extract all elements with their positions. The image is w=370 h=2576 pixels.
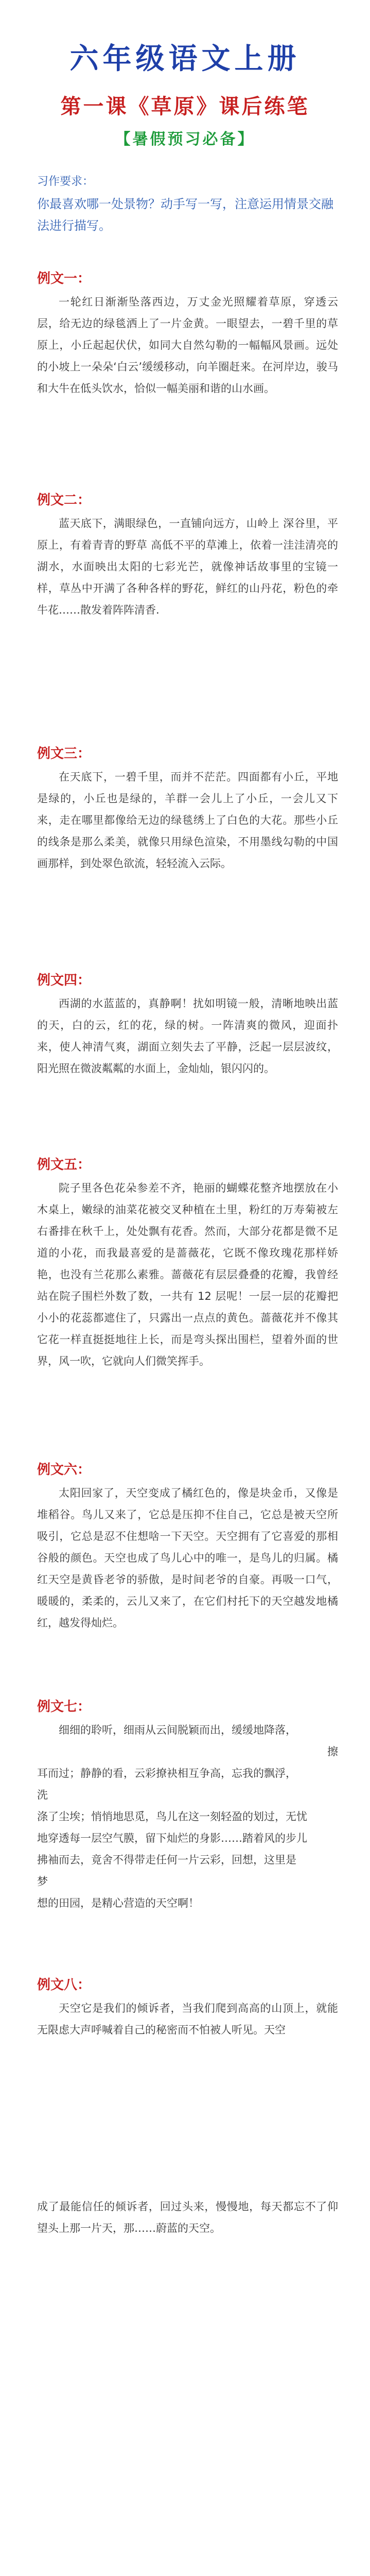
example-7-line: 细细的聆听，细雨从云间脱颖而出，缓缓地降落， (59, 1724, 296, 1736)
example-4-label: 例文四： (37, 973, 91, 988)
example-1-text: 一轮红日渐渐坠落西边，万丈金光照耀着草原，穿透云层，给无边的绿毯洒上了一片金黄。一眼望去，一碧千里的草原上，小丘起起伏伏，如同大自然勾勒的一幅幅风景画。远处的小坡上一朵朵‘白云’缓缓移动，向羊圈赶来。在河岸边，骏马和大牛在低头饮水，恰似一幅美丽和谐的山水画。 (37, 296, 338, 395)
example-8-text-continued: 成了最能信任的倾诉者，回过头来，慢慢地，每天都忘不了仰望头上那一片天，那……蔚蓝的天空。 (37, 2200, 338, 2234)
example-5-text: 院子里各色花朵参差不齐，艳丽的蝴蝶花整齐地摆放在小木桌上，嫩绿的油菜花被交叉种植在土里，粉红的万寿菊被左右番排在秋千上，处处飘有花香。然而，大部分花都是微不足道的小花，而我最喜爱的是蔷薇花，它既不像玫瑰花那样娇艳，也没有兰花那么素雅。蔷薇花有层层叠叠的花瓣，我曾经站在院子围栏外数了数，一共有 12 层呢！一层一层的花瓣把小小的花蕊都遮住了，只露出一点点的黄色。蔷薇花并不像其它花一样直挺挺地往上长，而是弯头探出围栏，望着外面的世界，风一吹，它就向人们微笑挥手。 (37, 1182, 338, 1367)
example-4-text: 西湖的水蓝蓝的，真静啊！扰如明镜一般，清晰地映出蓝的天，白的云，红的花，绿的树。一阵清爽的微风，迎面扑来，使人神清气爽，湖面立刻失去了平静，泛起一层层波纹，阳光照在微波粼粼的水面上，金灿灿，银闪闪的。 (37, 997, 338, 1075)
example-3-label: 例文三： (37, 746, 91, 761)
example-1-label: 例文一： (37, 271, 91, 286)
example-7-line: 涤了尘埃；悄悄地思觅，鸟儿在这一刻轻盈的划过，无忧 (37, 1810, 307, 1823)
example-6-text: 太阳回家了，天空变成了橘红色的，像是块金币，又像是堆稻谷。鸟儿又来了，它总是压抑不住自己，它总是被天空所吸引，它总是忍不住想啥一下天空。天空拥有了它喜爱的那相谷般的颜色。天空也成了鸟儿心中的唯一，是鸟儿的归属。橘红天空是黄昏老爷的骄傲，是时间老爷的自豪。再吸一口气，暖暖的，柔柔的，云儿又来了，在它们村托下的天空越发地橘红，越发得灿烂。 (37, 1487, 338, 1629)
example-5-label: 例文五： (37, 1157, 91, 1173)
example-3-text: 在天底下，一碧千里，而并不茫茫。四面都有小丘，平地是绿的，小丘也是绿的，羊群一会儿上了小丘，一会儿又下来，走在哪里都像给无边的绿毯绣上了白色的大花。那些小丘的线条是那么柔美，就像只用绿色渲染，不用墨线勾勒的中国画那样，到处翠色欲流，轻轻流入云际。 (37, 771, 338, 870)
example-7-line: 梦 (37, 1875, 48, 1888)
example-8-text: 天空它是我们的倾诉者，当我们爬到高高的山顶上，就能无限虑大声呼喊着自己的秘密而不怕被人听见。天空 (37, 2002, 338, 2036)
example-8-label: 例文八： (37, 1977, 91, 1993)
example-7-label: 例文七： (37, 1699, 91, 1715)
example-2-text: 蓝天底下，满眼绿色，一直铺向远方，山岭上 深谷里，平原上，有着青青的野草 高低不平的草滩上，依着一洼洼清亮的湖水，水面映出太阳的七彩光芒，就像神话故事里的宝镜一样，草丛中开满了各种各样的野花，鲜红的山丹花，粉色的牵牛花……散发着阵阵清香. (37, 517, 338, 616)
page-title: 六年级语文上册 (69, 42, 301, 76)
example-7-line: 地穿透每一层空气膜，留下灿烂的身影……踏着风的步儿 (37, 1832, 307, 1844)
requirement-heading: 习作要求： (37, 175, 94, 188)
summer-prep-tag: 【暑假预习必备】 (115, 130, 255, 148)
example-2-label: 例文二： (37, 493, 91, 508)
example-7-line: 擦 (327, 1745, 338, 1758)
example-7-text (37, 1719, 338, 1914)
lesson-subtitle: 第一课《草原》课后练笔 (60, 94, 310, 118)
example-7-line: 洗 (37, 1789, 48, 1801)
requirement-text: 你最喜欢哪一处景物？动手写一写，注意运用情景交融法进行描写。 (37, 197, 333, 233)
example-7-line: 想的田园，是精心营造的天空啊！ (37, 1897, 199, 1909)
example-7-line: 耳而过；静静的看，云彩撩袂相互争高，忘我的飘浮， (37, 1767, 296, 1780)
example-7-line: 拂袖而去，竟舍不得带走任何一片云彩，回想，这里是 (37, 1854, 296, 1866)
example-6-label: 例文六： (37, 1462, 91, 1478)
